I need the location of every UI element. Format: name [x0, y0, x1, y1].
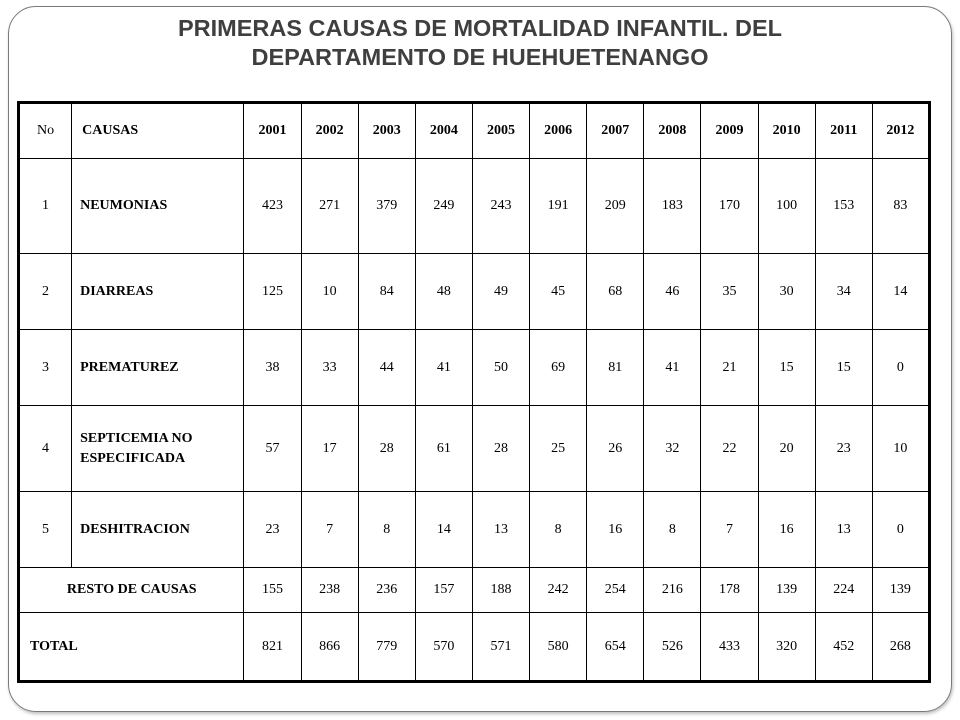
value-cell: 28: [472, 406, 529, 492]
rank-cell: 5: [19, 492, 72, 568]
value-cell: 48: [415, 254, 472, 330]
value-cell: 13: [472, 492, 529, 568]
value-cell: 170: [701, 159, 758, 254]
cause-cell: SEPTICEMIA NO ESPECIFICADA: [72, 406, 244, 492]
value-cell: 46: [644, 254, 701, 330]
value-cell: 83: [872, 159, 929, 254]
header-year: 2010: [758, 103, 815, 159]
value-cell: 139: [758, 568, 815, 613]
value-cell: 7: [701, 492, 758, 568]
value-cell: 32: [644, 406, 701, 492]
total-cell: 526: [644, 613, 701, 682]
value-cell: 10: [872, 406, 929, 492]
value-cell: 16: [758, 492, 815, 568]
table-row: [19, 492, 930, 568]
header-year: 2008: [644, 103, 701, 159]
header-year: 2009: [701, 103, 758, 159]
value-cell: 20: [758, 406, 815, 492]
value-cell: 249: [415, 159, 472, 254]
value-cell: 21: [701, 330, 758, 406]
header-year: 2011: [815, 103, 872, 159]
value-cell: 216: [644, 568, 701, 613]
value-cell: 191: [530, 159, 587, 254]
value-cell: 23: [815, 406, 872, 492]
value-cell: 15: [758, 330, 815, 406]
value-cell: 183: [644, 159, 701, 254]
total-cell: 433: [701, 613, 758, 682]
value-cell: 17: [301, 406, 358, 492]
value-cell: 157: [415, 568, 472, 613]
value-cell: 28: [358, 406, 415, 492]
value-cell: 8: [644, 492, 701, 568]
value-cell: 423: [244, 159, 301, 254]
value-cell: 139: [872, 568, 929, 613]
rest-row: [19, 568, 930, 613]
title-line-1: PRIMERAS CAUSAS DE MORTALIDAD INFANTIL. DEL: [177, 15, 783, 41]
value-cell: 23: [244, 492, 301, 568]
value-cell: 236: [358, 568, 415, 613]
rank-cell: 3: [19, 330, 72, 406]
value-cell: 153: [815, 159, 872, 254]
value-cell: 379: [358, 159, 415, 254]
value-cell: 34: [815, 254, 872, 330]
value-cell: 100: [758, 159, 815, 254]
value-cell: 69: [530, 330, 587, 406]
cause-cell: PREMATUREZ: [72, 330, 244, 406]
value-cell: 84: [358, 254, 415, 330]
value-cell: 16: [587, 492, 644, 568]
table-row: [19, 254, 930, 330]
rank-cell: 2: [19, 254, 72, 330]
title-line-2: DEPARTAMENTO DE HUEHUETENANGO: [251, 44, 709, 70]
slide-title: [60, 14, 900, 72]
cause-cell: DESHITRACION: [72, 492, 244, 568]
value-cell: 242: [530, 568, 587, 613]
total-cell: 570: [415, 613, 472, 682]
value-cell: 33: [301, 330, 358, 406]
total-cell: 571: [472, 613, 529, 682]
header-year: 2001: [244, 103, 301, 159]
value-cell: 224: [815, 568, 872, 613]
value-cell: 44: [358, 330, 415, 406]
header-causas: CAUSAS: [72, 103, 244, 159]
value-cell: 10: [301, 254, 358, 330]
value-cell: 38: [244, 330, 301, 406]
total-label: TOTAL: [19, 613, 244, 682]
header-no: No: [19, 103, 72, 159]
rank-cell: 4: [19, 406, 72, 492]
total-cell: 821: [244, 613, 301, 682]
value-cell: 49: [472, 254, 529, 330]
value-cell: 50: [472, 330, 529, 406]
value-cell: 8: [530, 492, 587, 568]
value-cell: 243: [472, 159, 529, 254]
value-cell: 45: [530, 254, 587, 330]
table-row: [19, 406, 930, 492]
total-row: [19, 613, 930, 682]
value-cell: 7: [301, 492, 358, 568]
value-cell: 125: [244, 254, 301, 330]
mortality-table: [17, 101, 931, 683]
total-cell: 654: [587, 613, 644, 682]
value-cell: 8: [358, 492, 415, 568]
value-cell: 81: [587, 330, 644, 406]
value-cell: 35: [701, 254, 758, 330]
value-cell: 61: [415, 406, 472, 492]
value-cell: 41: [415, 330, 472, 406]
value-cell: 238: [301, 568, 358, 613]
value-cell: 271: [301, 159, 358, 254]
total-cell: 580: [530, 613, 587, 682]
table-row: [19, 330, 930, 406]
value-cell: 30: [758, 254, 815, 330]
value-cell: 178: [701, 568, 758, 613]
total-cell: 268: [872, 613, 929, 682]
total-cell: 779: [358, 613, 415, 682]
value-cell: 209: [587, 159, 644, 254]
header-year: 2002: [301, 103, 358, 159]
value-cell: 0: [872, 492, 929, 568]
header-year: 2012: [872, 103, 929, 159]
header-year: 2007: [587, 103, 644, 159]
value-cell: 0: [872, 330, 929, 406]
value-cell: 22: [701, 406, 758, 492]
table-row: [19, 159, 930, 254]
value-cell: 14: [415, 492, 472, 568]
value-cell: 68: [587, 254, 644, 330]
value-cell: 155: [244, 568, 301, 613]
value-cell: 41: [644, 330, 701, 406]
value-cell: 188: [472, 568, 529, 613]
total-cell: 320: [758, 613, 815, 682]
rest-label: RESTO DE CAUSAS: [19, 568, 244, 613]
header-year: 2006: [530, 103, 587, 159]
total-cell: 452: [815, 613, 872, 682]
rank-cell: 1: [19, 159, 72, 254]
total-cell: 866: [301, 613, 358, 682]
cause-cell: DIARREAS: [72, 254, 244, 330]
header-year: 2004: [415, 103, 472, 159]
value-cell: 26: [587, 406, 644, 492]
value-cell: 254: [587, 568, 644, 613]
value-cell: 57: [244, 406, 301, 492]
header-year: 2005: [472, 103, 529, 159]
value-cell: 14: [872, 254, 929, 330]
cause-cell: NEUMONIAS: [72, 159, 244, 254]
header-row: [19, 103, 930, 159]
value-cell: 15: [815, 330, 872, 406]
value-cell: 13: [815, 492, 872, 568]
header-year: 2003: [358, 103, 415, 159]
value-cell: 25: [530, 406, 587, 492]
